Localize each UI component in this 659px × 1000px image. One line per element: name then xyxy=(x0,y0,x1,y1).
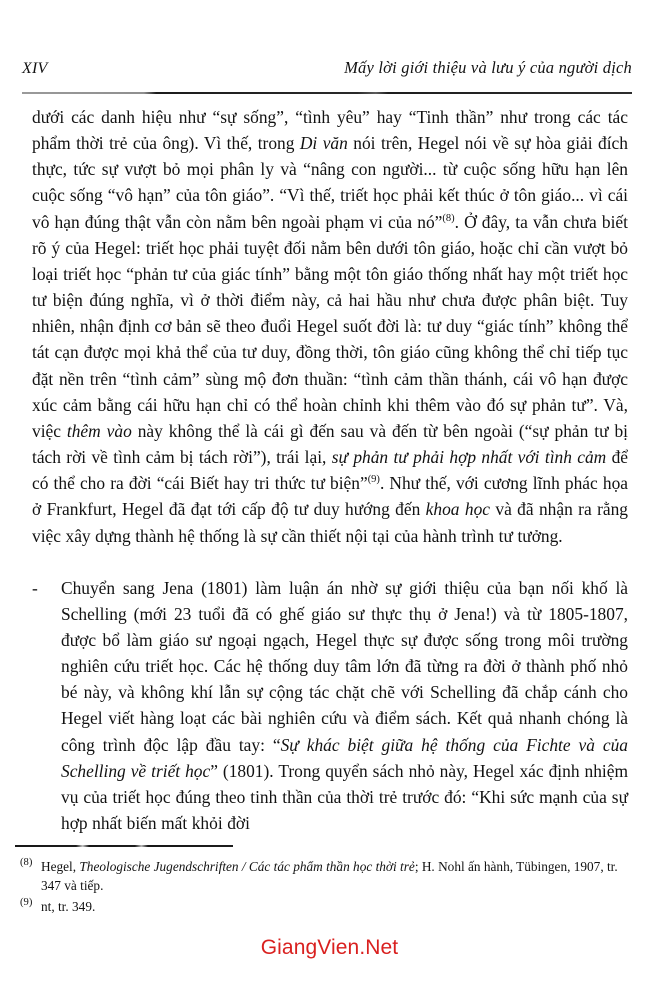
paragraph-spacer xyxy=(32,549,628,575)
paragraph-jena-bullet xyxy=(32,575,628,837)
body-text-column xyxy=(32,104,628,836)
footnote-marker-8: (8) xyxy=(20,857,33,868)
footnote-8-segment-2: ; H. Nohl ấn hành, Tübingen, 1907, tr. 347 và tiếp. xyxy=(41,859,618,894)
paragraph-1-segment-1: dưới các danh hiệu như “sự sống”, “tình yêu” hay “Tinh thần” như trong các tác phẩm thời trẻ của ông). Vì thế, trong xyxy=(32,107,628,154)
paragraph-2-segment-2: ” (1801). Trong quyển sách nhỏ này, Hegel xác định nhiệm vụ của triết học đúng theo tinh thần của thời trẻ trước đó: “Khi sức mạnh của sự hợp nhất biến mất khỏi đời xyxy=(61,760,628,834)
paragraph-1-segment-3: . Ở đây, ta vẫn chưa biết rõ ý của Hegel: triết học phải tuyệt đối nằm bên dưới tôn giáo, hoặc chỉ cần vượt bỏ loại triết học “phản tư của giác tính” bằng một tôn giáo thống nhất hay một triết học tư biện đúng nghĩa, vì ở thời điểm này, cả hai hầu như chưa được phân biệt. Tuy nhiên, nhận định cơ bản sẽ theo đuổi Hegel suốt đời là: tư duy “giác tính” không thể tát cạn được mọi khả thể của tư duy, đồng thời, tôn giáo cũng không thể chỉ tiếp tục đặt nền trên “tình cảm” sùng mộ đơn thuần: “tình cảm thần thánh, cái vô hạn được xúc cảm bằng cái hữu hạn chỉ có thể hoàn chỉnh khi thêm vào đó sự phản tư”. Và, việc xyxy=(32,211,628,441)
paragraph-1-segment-2: nói trên, Hegel nói về sự hòa giải đích thực, tức sự vượt bỏ mọi phân ly và “nâng con người... từ cuộc sống hữu hạn lên cuộc sống “vô hạn” của tôn giáo”. “Vì thế, triết học phải kết thúc ở tôn giáo... vì cái vô hạn đúng thật vẫn còn nằm bên ngoài phạm vi của nó” xyxy=(32,133,628,232)
footnotes-block xyxy=(20,857,632,917)
footnote-entry xyxy=(20,857,632,896)
running-head-title: Mấy lời giới thiệu và lưu ý của người dịch xyxy=(344,58,632,77)
footnote-8-work-title: Theologische Jugendschriften / Các tác phẩm thần học thời trẻ xyxy=(79,859,415,874)
site-watermark: GiangVien.Net xyxy=(260,936,399,959)
footnote-entry xyxy=(20,897,632,916)
dash-bullet-marker: - xyxy=(32,577,38,598)
footnote-8-segment-1: Hegel, xyxy=(41,859,80,874)
footnote-reference-9: (9) xyxy=(367,474,380,486)
footnote-9-segment-1: nt, tr. 349. xyxy=(41,898,96,914)
paragraph-1-segment-7: và đã nhận ra rằng việc xây dựng thành hệ thống là sự cần thiết nội tại của hành trình tư tưởng. xyxy=(32,499,628,546)
footnote-reference-8: (8) xyxy=(442,212,455,224)
paragraph-1-segment-6: . Như thế, với cương lĩnh phác họa ở Frankfurt, Hegel đã đạt tới cấp độ tư duy hướng đến xyxy=(32,473,628,520)
title-su-khac-biet: Sự khác biệt giữa hệ thống của Fichte và của Schelling về triết học xyxy=(61,734,628,781)
footnote-separator-rule xyxy=(15,845,233,847)
emphasis-them-vao: thêm vào xyxy=(66,420,132,441)
header-rule-divider xyxy=(22,92,632,94)
footnote-marker-9: (9) xyxy=(20,896,33,908)
paragraph-2-segment-1: Chuyển sang Jena (1801) làm luận án nhờ sự giới thiệu của bạn nối khố là Schelling (mới 23 tuổi đã có ghế giáo sư thực thụ ở Jena!) và từ 1805-1807, được bổ làm giáo sư ngoại ngạch, Hegel thực sự được sống trong môi trường nghiên cứu triết học. Các hệ thống duy tâm lớn đã từng ra đời ở thành phố nhỏ bé này, và không khí lẫn sự cộng tác chặt chẽ với Schelling đã chắp cánh cho Hegel viết hàng loạt các bài nghiên cứu và điểm sách. Kết quả nhanh chóng là công trình độc lập đầu tay: “ xyxy=(61,577,628,755)
paragraph-continuation xyxy=(32,104,628,549)
paragraph-1-segment-4: này không thể là cái gì đến sau và đến từ bên ngoài (“sự phản tư bị tách rời về tình cảm bị tách rời”), trái lại, xyxy=(32,420,628,468)
paragraph-1-segment-5: để có thể cho ra đời “cái Biết hay tri thức tư biện” xyxy=(32,447,628,494)
page-folio-number: XIV xyxy=(22,60,48,77)
emphasis-khoa-hoc: khoa học xyxy=(425,499,490,520)
emphasis-phan-tu-hop-nhat: sự phản tư phải hợp nhất với tình cảm xyxy=(331,447,607,468)
title-di-van: Di văn xyxy=(299,133,348,154)
running-head xyxy=(22,58,632,84)
